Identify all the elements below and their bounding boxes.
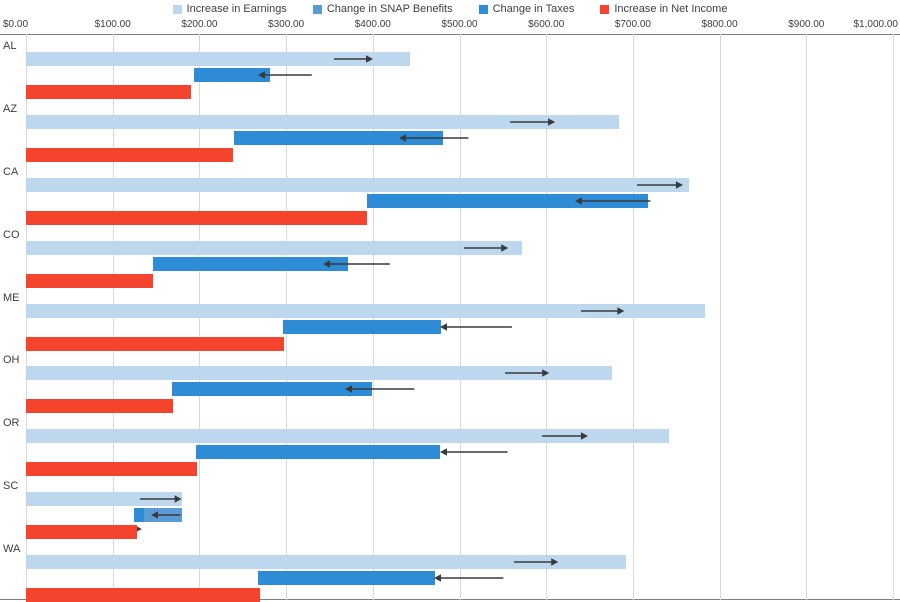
legend-item: [479, 3, 575, 15]
arrow-left-icon: [389, 132, 478, 144]
chart-legend: [0, 0, 900, 18]
x-tick-label: $100.00: [94, 19, 131, 30]
category-label-az: AZ: [3, 102, 18, 115]
x-tick-label: $400.00: [354, 19, 391, 30]
bar-increase-in-net-income: [26, 525, 137, 539]
category-label-me: ME: [3, 291, 20, 304]
arrow-right-icon: [571, 305, 634, 317]
series-layer: [0, 34, 900, 600]
legend-swatch-increase-in-earnings: [173, 5, 182, 14]
arrow-left-icon: [430, 321, 522, 333]
x-tick-label: $600.00: [528, 19, 565, 30]
arrow-right-icon: [324, 53, 383, 65]
arrow-left-icon: [141, 509, 190, 521]
arrow-right-icon: [627, 179, 693, 191]
legend-label: Increase in Net Income: [614, 3, 728, 15]
x-tick-label: $500.00: [441, 19, 478, 30]
bar-increase-in-earnings: [26, 178, 689, 192]
x-tick-label: $1,000.00: [853, 19, 898, 30]
arrow-right-icon: [495, 367, 559, 379]
arrow-left-icon: [430, 446, 518, 458]
x-tick-label: $300.00: [268, 19, 305, 30]
category-label-co: CO: [3, 228, 20, 241]
bar-increase-in-net-income: [26, 337, 284, 351]
legend-label: Change in Taxes: [492, 3, 575, 15]
legend-item: [600, 3, 727, 15]
bar-increase-in-net-income: [26, 148, 233, 162]
x-tick-label: $800.00: [701, 19, 738, 30]
legend-label: Change in SNAP Benefits: [326, 3, 453, 15]
x-tick-label: $200.00: [181, 19, 218, 30]
plot-area: [0, 18, 900, 600]
arrow-left-icon: [248, 69, 322, 81]
legend-item: [173, 3, 287, 15]
legend-swatch-increase-in-net-income: [600, 5, 609, 14]
arrow-left-icon: [424, 572, 513, 584]
legend-item: [313, 3, 453, 15]
category-label-sc: SC: [3, 480, 19, 493]
bar-change-in-taxes: [196, 445, 440, 459]
bar-increase-in-net-income: [26, 211, 367, 225]
arrow-left-icon: [335, 383, 424, 395]
arrow-right-icon: [454, 242, 518, 254]
arrow-right-icon: [500, 116, 565, 128]
bar-increase-in-net-income: [26, 462, 197, 476]
arrow-left-icon: [565, 195, 660, 207]
legend-swatch-change-in-taxes: [479, 5, 488, 14]
bar-change-in-taxes: [258, 571, 435, 585]
category-label-ca: CA: [3, 165, 19, 178]
bar-increase-in-net-income: [26, 85, 191, 99]
arrow-left-icon: [313, 258, 400, 270]
category-label-al: AL: [3, 40, 17, 52]
x-tick-label: $0.00: [3, 19, 29, 30]
bar-increase-in-net-income: [26, 399, 173, 413]
arrow-right-icon: [504, 556, 568, 568]
x-axis: [0, 18, 900, 34]
x-tick-label: $900.00: [788, 19, 825, 30]
bar-change-in-taxes: [283, 320, 441, 334]
category-label-oh: OH: [3, 354, 20, 367]
arrow-right-icon: [130, 493, 192, 505]
bar-increase-in-net-income: [26, 274, 153, 288]
arrow-right-icon: [532, 430, 598, 442]
legend-label: Increase in Earnings: [186, 3, 287, 15]
bar-increase-in-earnings: [26, 241, 522, 255]
legend-swatch-change-in-snap-benefits: [313, 5, 322, 14]
category-label-wa: WA: [3, 543, 21, 556]
category-label-or: OR: [3, 417, 20, 430]
x-tick-label: $700.00: [614, 19, 651, 30]
